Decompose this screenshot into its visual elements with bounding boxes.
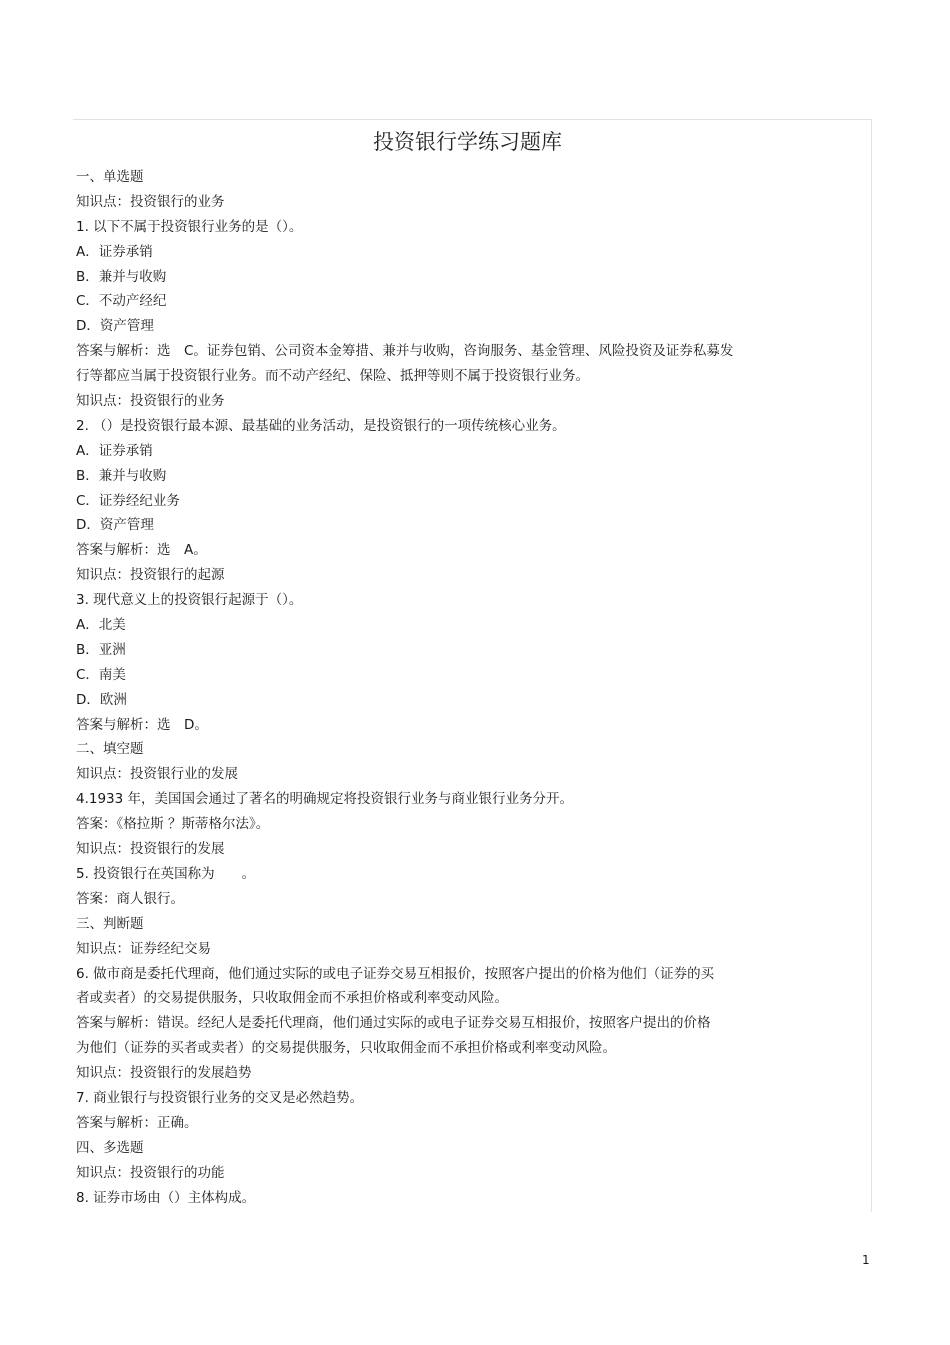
text-line: 一、单选题: [76, 169, 144, 185]
text-line: 1. 以下不属于投资银行业务的是（）。: [76, 218, 303, 235]
text-line: C．不动产经纪: [76, 293, 167, 310]
text-line: D．欧洲: [76, 691, 127, 708]
text-line: 知识点：投资银行的功能: [76, 1164, 225, 1181]
text-line: 三、判断题: [76, 915, 144, 932]
document-body: [76, 165, 816, 1210]
text-line: 答案与解析：选 D。: [76, 716, 208, 733]
text-line: 答案与解析：错误。经纪人是委托代理商，他们通过实际的或电子证券交易互相报价，按照客户提出的价格: [76, 1015, 711, 1032]
text-line: 答案与解析：选 A。: [76, 542, 207, 559]
text-line: 知识点：投资银行的业务: [76, 193, 225, 210]
document-title: 投资银行学练习题库: [373, 130, 562, 154]
text-line: 8. 证券市场由（）主体构成。: [76, 1189, 256, 1206]
text-line: 四、多选题: [76, 1139, 144, 1156]
text-line: B．兼并与收购: [76, 268, 167, 285]
text-line: 5. 投资银行在英国称为 。: [76, 865, 256, 882]
text-line: 4.1933 年，美国国会通过了著名的明确规定将投资银行业务与商业银行业务分开。: [76, 791, 574, 808]
text-line: 答案与解析：正确。: [76, 1114, 198, 1131]
text-line: A．北美: [76, 617, 126, 634]
text-line: 7. 商业银行与投资银行业务的交叉是必然趋势。: [76, 1089, 364, 1106]
text-line: B．亚洲: [76, 641, 126, 658]
text-line: A．证券承销: [76, 243, 153, 260]
text-line: 3. 现代意义上的投资银行起源于（）。: [76, 592, 303, 609]
text-line: D．资产管理: [76, 517, 154, 534]
text-line: 答案：《格拉斯 ？斯蒂格尔法》。: [76, 816, 270, 833]
text-line: B．兼并与收购: [76, 467, 167, 484]
text-line: 为他们（证券的买者或卖者）的交易提供服务，只收取佣金而不承担价格或利率变动风险。: [76, 1040, 616, 1057]
text-line: 6. 做市商是委托代理商，他们通过实际的或电子证券交易互相报价，按照客户提出的价格为他们（证券的买: [76, 965, 715, 982]
text-line: C．证券经纪业务: [76, 492, 180, 509]
text-line: 知识点：投资银行业的发展: [76, 766, 238, 783]
text-line: 答案与解析：选 C。证券包销、公司资本金筹措、兼并与收购，咨询服务、基金管理、风险投资及证券私募发: [76, 343, 734, 360]
text-line: 二、填空题: [76, 741, 144, 758]
text-line: C．南美: [76, 666, 126, 683]
text-line: 2. （）是投资银行最本源、最基础的业务活动，是投资银行的一项传统核心业务。: [76, 417, 566, 434]
text-line: 知识点：投资银行的发展: [76, 841, 225, 858]
text-line: 答案：商人银行。: [76, 890, 184, 907]
text-line: 知识点：投资银行的起源: [76, 567, 225, 584]
text-line: D．资产管理: [76, 318, 154, 335]
text-line: 行等都应当属于投资银行业务。而不动产经纪、保险、抵押等则不属于投资银行业务。: [76, 368, 589, 385]
text-line: 知识点：证券经纪交易: [76, 940, 211, 957]
page-number: 1: [862, 1253, 870, 1267]
text-line: 知识点：投资银行的发展趋势: [76, 1065, 252, 1082]
text-line: 知识点：投资银行的业务: [76, 393, 225, 410]
text-line: 者或卖者）的交易提供服务，只收取佣金而不承担价格或利率变动风险。: [76, 990, 508, 1007]
text-line: A．证券承销: [76, 442, 153, 459]
